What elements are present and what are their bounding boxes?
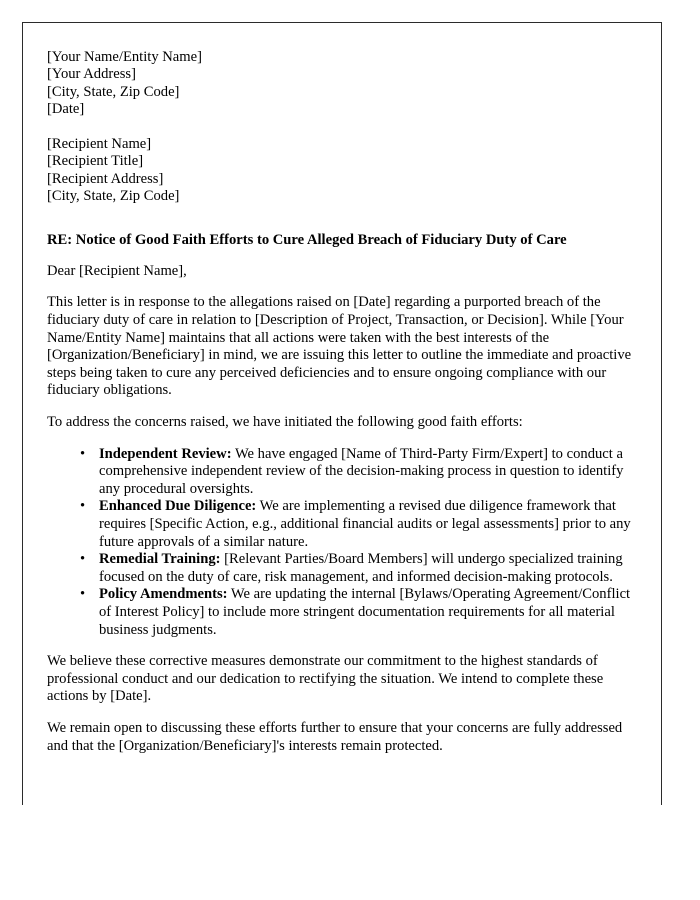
list-item — [75, 498, 637, 551]
sender-address-block — [47, 49, 637, 119]
sender-address-line: [Date] — [47, 101, 85, 118]
recipient-address-line: [City, State, Zip Code] — [47, 188, 180, 205]
list-item — [75, 551, 637, 586]
list-item-lead: Remedial Training: — [99, 551, 221, 568]
bullet-icon: • — [80, 498, 86, 515]
body-paragraph-3: We believe these corrective measures demonstrate our commitment to the highest standards of professional conduct and our dedication to rectifying the situation. We intend to complete these actions by [Date]. — [47, 653, 604, 705]
letter-page — [22, 22, 662, 805]
list-item-text: [Relevant Parties/Board Members] will undergo specialized training focused on the duty of care, risk management, and informed decision-making protocols. — [99, 551, 623, 585]
list-item-lead: Independent Review: — [99, 445, 232, 462]
subject-line: RE: Notice of Good Faith Efforts to Cure Alleged Breach of Fiduciary Duty of Care — [47, 231, 567, 248]
bullet-icon: • — [80, 445, 86, 462]
list-item — [75, 586, 637, 639]
salutation: Dear [Recipient Name], — [47, 263, 187, 280]
sender-address-line: [City, State, Zip Code] — [47, 83, 180, 100]
list-item-lead: Enhanced Due Diligence: — [99, 498, 257, 515]
letter-content — [47, 49, 637, 755]
bullet-icon: • — [80, 551, 86, 568]
recipient-address-line: [Recipient Title] — [47, 153, 144, 170]
list-item-lead: Policy Amendments: — [99, 586, 228, 603]
sender-address-line: [Your Address] — [47, 66, 136, 83]
recipient-address-block — [47, 136, 637, 206]
bullet-icon: • — [80, 586, 86, 603]
body-paragraph-2: To address the concerns raised, we have initiated the following good faith efforts: — [47, 414, 523, 431]
address-block-spacer — [47, 119, 637, 136]
recipient-address-line: [Recipient Name] — [47, 136, 152, 153]
list-item — [75, 446, 637, 499]
list-item-text: We are implementing a revised due diligence framework that requires [Specific Action, e.g., additional financial audits or legal assessments] prior to any future approvals of a similar nature. — [99, 498, 631, 550]
sender-address-line: [Your Name/Entity Name] — [47, 49, 202, 65]
body-paragraph-4: We remain open to discussing these efforts further to ensure that your concerns are fully addressed and that the [Organization/Beneficiary]'s interests remain protected. — [47, 719, 623, 754]
good-faith-efforts-list — [47, 446, 637, 640]
list-item-text: We are updating the internal [Bylaws/Operating Agreement/Conflict of Interest Policy] to include more stringent documentation requirements for all material business judgments. — [99, 586, 631, 638]
body-paragraph-1: This letter is in response to the allegations raised on [Date] regarding a purported breach of the fiduciary duty of care in relation to [Description of Project, Transaction, or Decision]. While [Your Name/Entity Name] maintains that all actions were taken with the best interests of the [Organization/Beneficiary] in mind, we are issuing this letter to outline the immediate and proactive steps being taken to cure any perceived deficiencies and to ensure ongoing compliance with our fiduciary obligations. — [47, 294, 632, 399]
list-item-text: We have engaged [Name of Third-Party Firm/Expert] to conduct a comprehensive independent review of the decision-making process in question to identify any procedural oversights. — [99, 445, 624, 497]
recipient-address-line: [Recipient Address] — [47, 170, 164, 187]
